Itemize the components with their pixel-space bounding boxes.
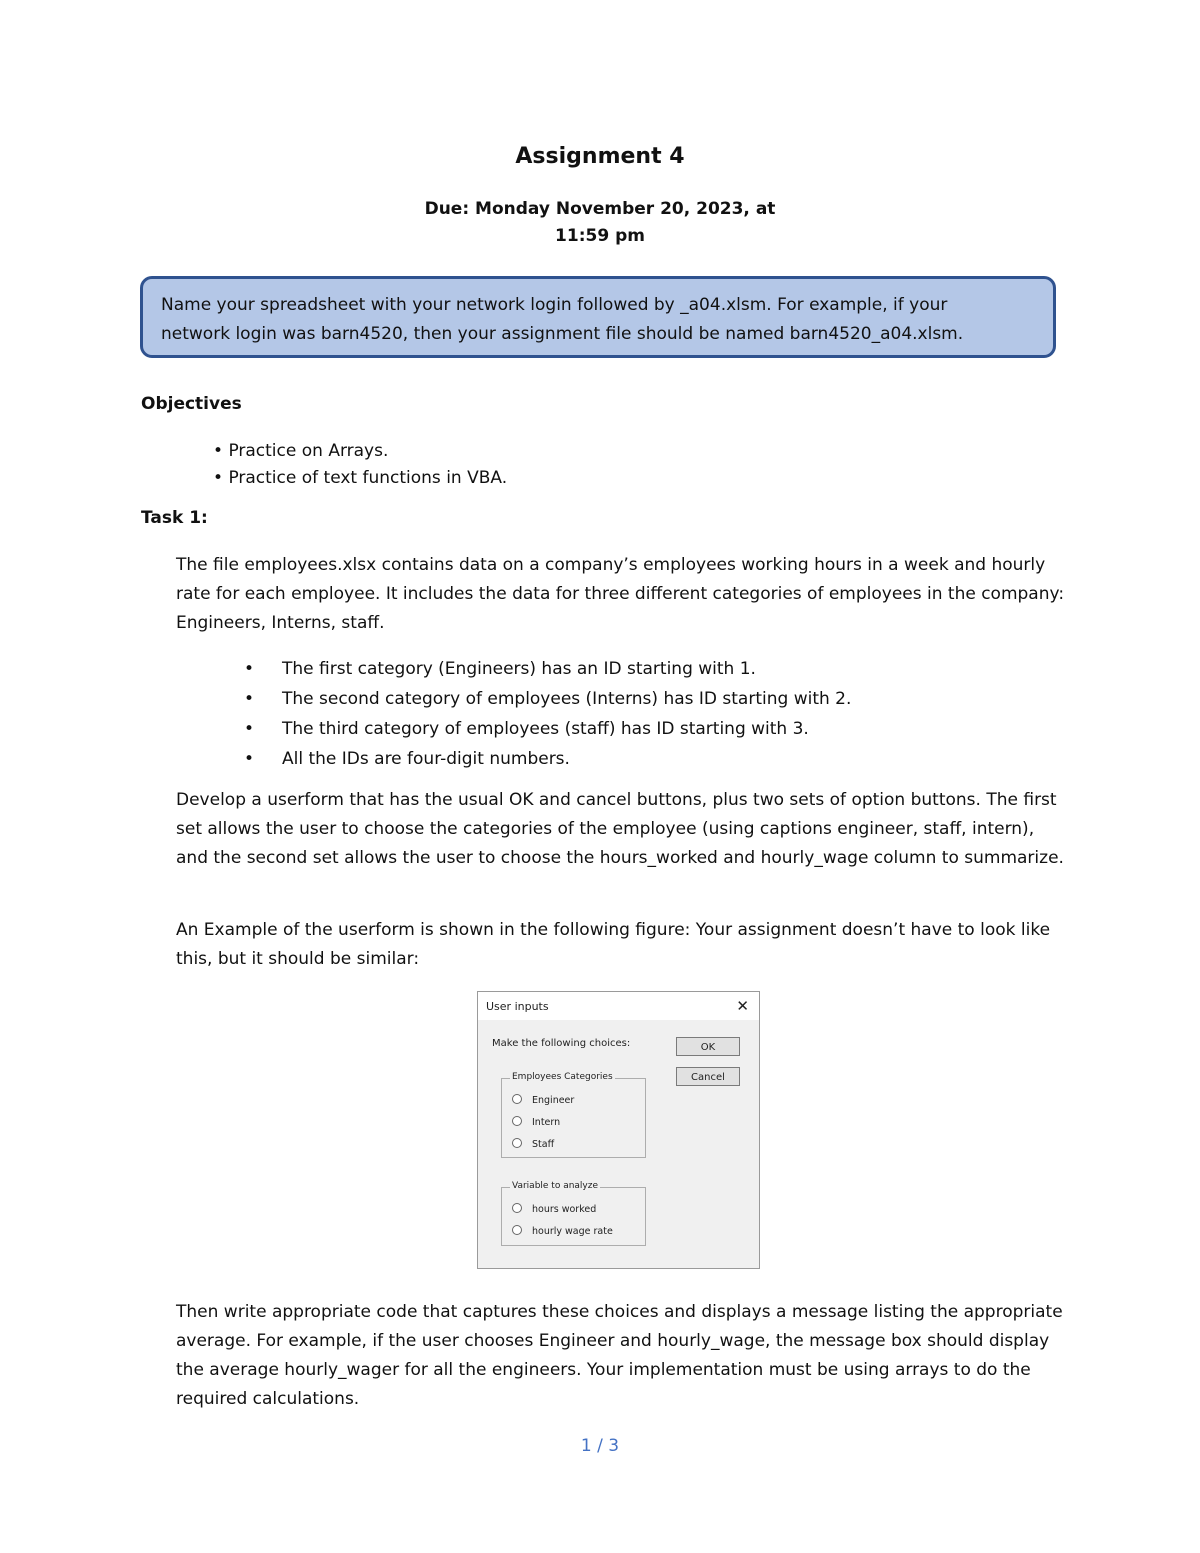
frame-label: Employees Categories — [512, 1072, 613, 1082]
cancel-button[interactable]: Cancel — [676, 1067, 740, 1086]
list-item: • Practice on Arrays. — [213, 438, 507, 465]
list-item: • The second category of employees (Interns) has ID starting with 2. — [244, 684, 851, 714]
bullet-icon: • — [244, 719, 255, 739]
option-hours-worked[interactable]: hours worked — [512, 1203, 596, 1215]
employee-categories-frame — [501, 1072, 646, 1158]
radio-icon — [512, 1116, 522, 1126]
userform-title: User inputs — [486, 1000, 549, 1013]
list-item: • The first category (Engineers) has an ID starting with 1. — [244, 654, 851, 684]
frame-label: Variable to analyze — [512, 1181, 599, 1191]
due-line-2: 11:59 pm — [555, 226, 645, 246]
bullet-icon: • — [244, 689, 255, 709]
option-engineer[interactable]: Engineer — [512, 1094, 574, 1106]
list-item: • All the IDs are four-digit numbers. — [244, 744, 851, 774]
userform-prompt: Make the following choices: — [492, 1038, 631, 1049]
callout-line-1: Name your spreadsheet with your network login followed by _a04.xlsm. For example, if your — [161, 295, 948, 315]
callout-line-2: network login was barn4520, then your assignment file should be named barn4520_a04.xlsm. — [161, 324, 964, 344]
radio-icon — [512, 1094, 522, 1104]
task1-example: An Example of the userform is shown in the following figure: Your assignment doesn’t have to look like this, but it should be similar: — [176, 920, 1051, 969]
due-line-1: Due: Monday November 20, 2023, at — [424, 199, 776, 219]
close-icon[interactable]: ✕ — [736, 997, 749, 1015]
task1-heading: Task 1: — [141, 508, 208, 528]
radio-icon — [512, 1225, 522, 1235]
naming-callout — [140, 276, 1056, 358]
variable-frame — [501, 1181, 646, 1246]
task1-then: Then write appropriate code that captures these choices and displays a message listing the appropriate average. For example, if the user chooses Engineer and hourly_wage, the message box should display the average hourly_wager for all the engineers. Your implementation must be using arrays to do the required calculations. — [176, 1302, 1063, 1409]
due-date — [0, 196, 1200, 250]
userform-titlebar — [478, 992, 759, 1020]
radio-icon — [512, 1138, 522, 1148]
task1-intro: The file employees.xlsx contains data on a company’s employees working hours in a week and hourly rate for each employee. It includes the data for three different categories of employees in the company: Engineers, Interns, staff. — [176, 555, 1065, 633]
bullet-icon: • — [244, 659, 255, 679]
option-intern[interactable]: Intern — [512, 1116, 560, 1128]
task1-develop: Develop a userform that has the usual OK and cancel buttons, plus two sets of option buttons. The first set allows the user to choose the categories of the employee (using captions engineer, staff, intern), and the second set allows the user to choose the hours_worked and hourly_wage column to summarize. — [176, 790, 1064, 868]
userform-figure — [477, 991, 760, 1269]
bullet-icon: • — [244, 749, 255, 769]
list-item: • Practice of text functions in VBA. — [213, 465, 507, 492]
option-hourly-wage[interactable]: hourly wage rate — [512, 1225, 613, 1237]
page-number: 1 / 3 — [580, 1436, 620, 1456]
option-staff[interactable]: Staff — [512, 1138, 554, 1150]
list-item: • The third category of employees (staff) has ID starting with 3. — [244, 714, 851, 744]
page-title: Assignment 4 — [515, 144, 685, 169]
radio-icon — [512, 1203, 522, 1213]
objectives-list — [213, 438, 507, 492]
objectives-heading: Objectives — [141, 394, 242, 414]
ok-button[interactable]: OK — [676, 1037, 740, 1056]
category-list — [244, 654, 851, 774]
